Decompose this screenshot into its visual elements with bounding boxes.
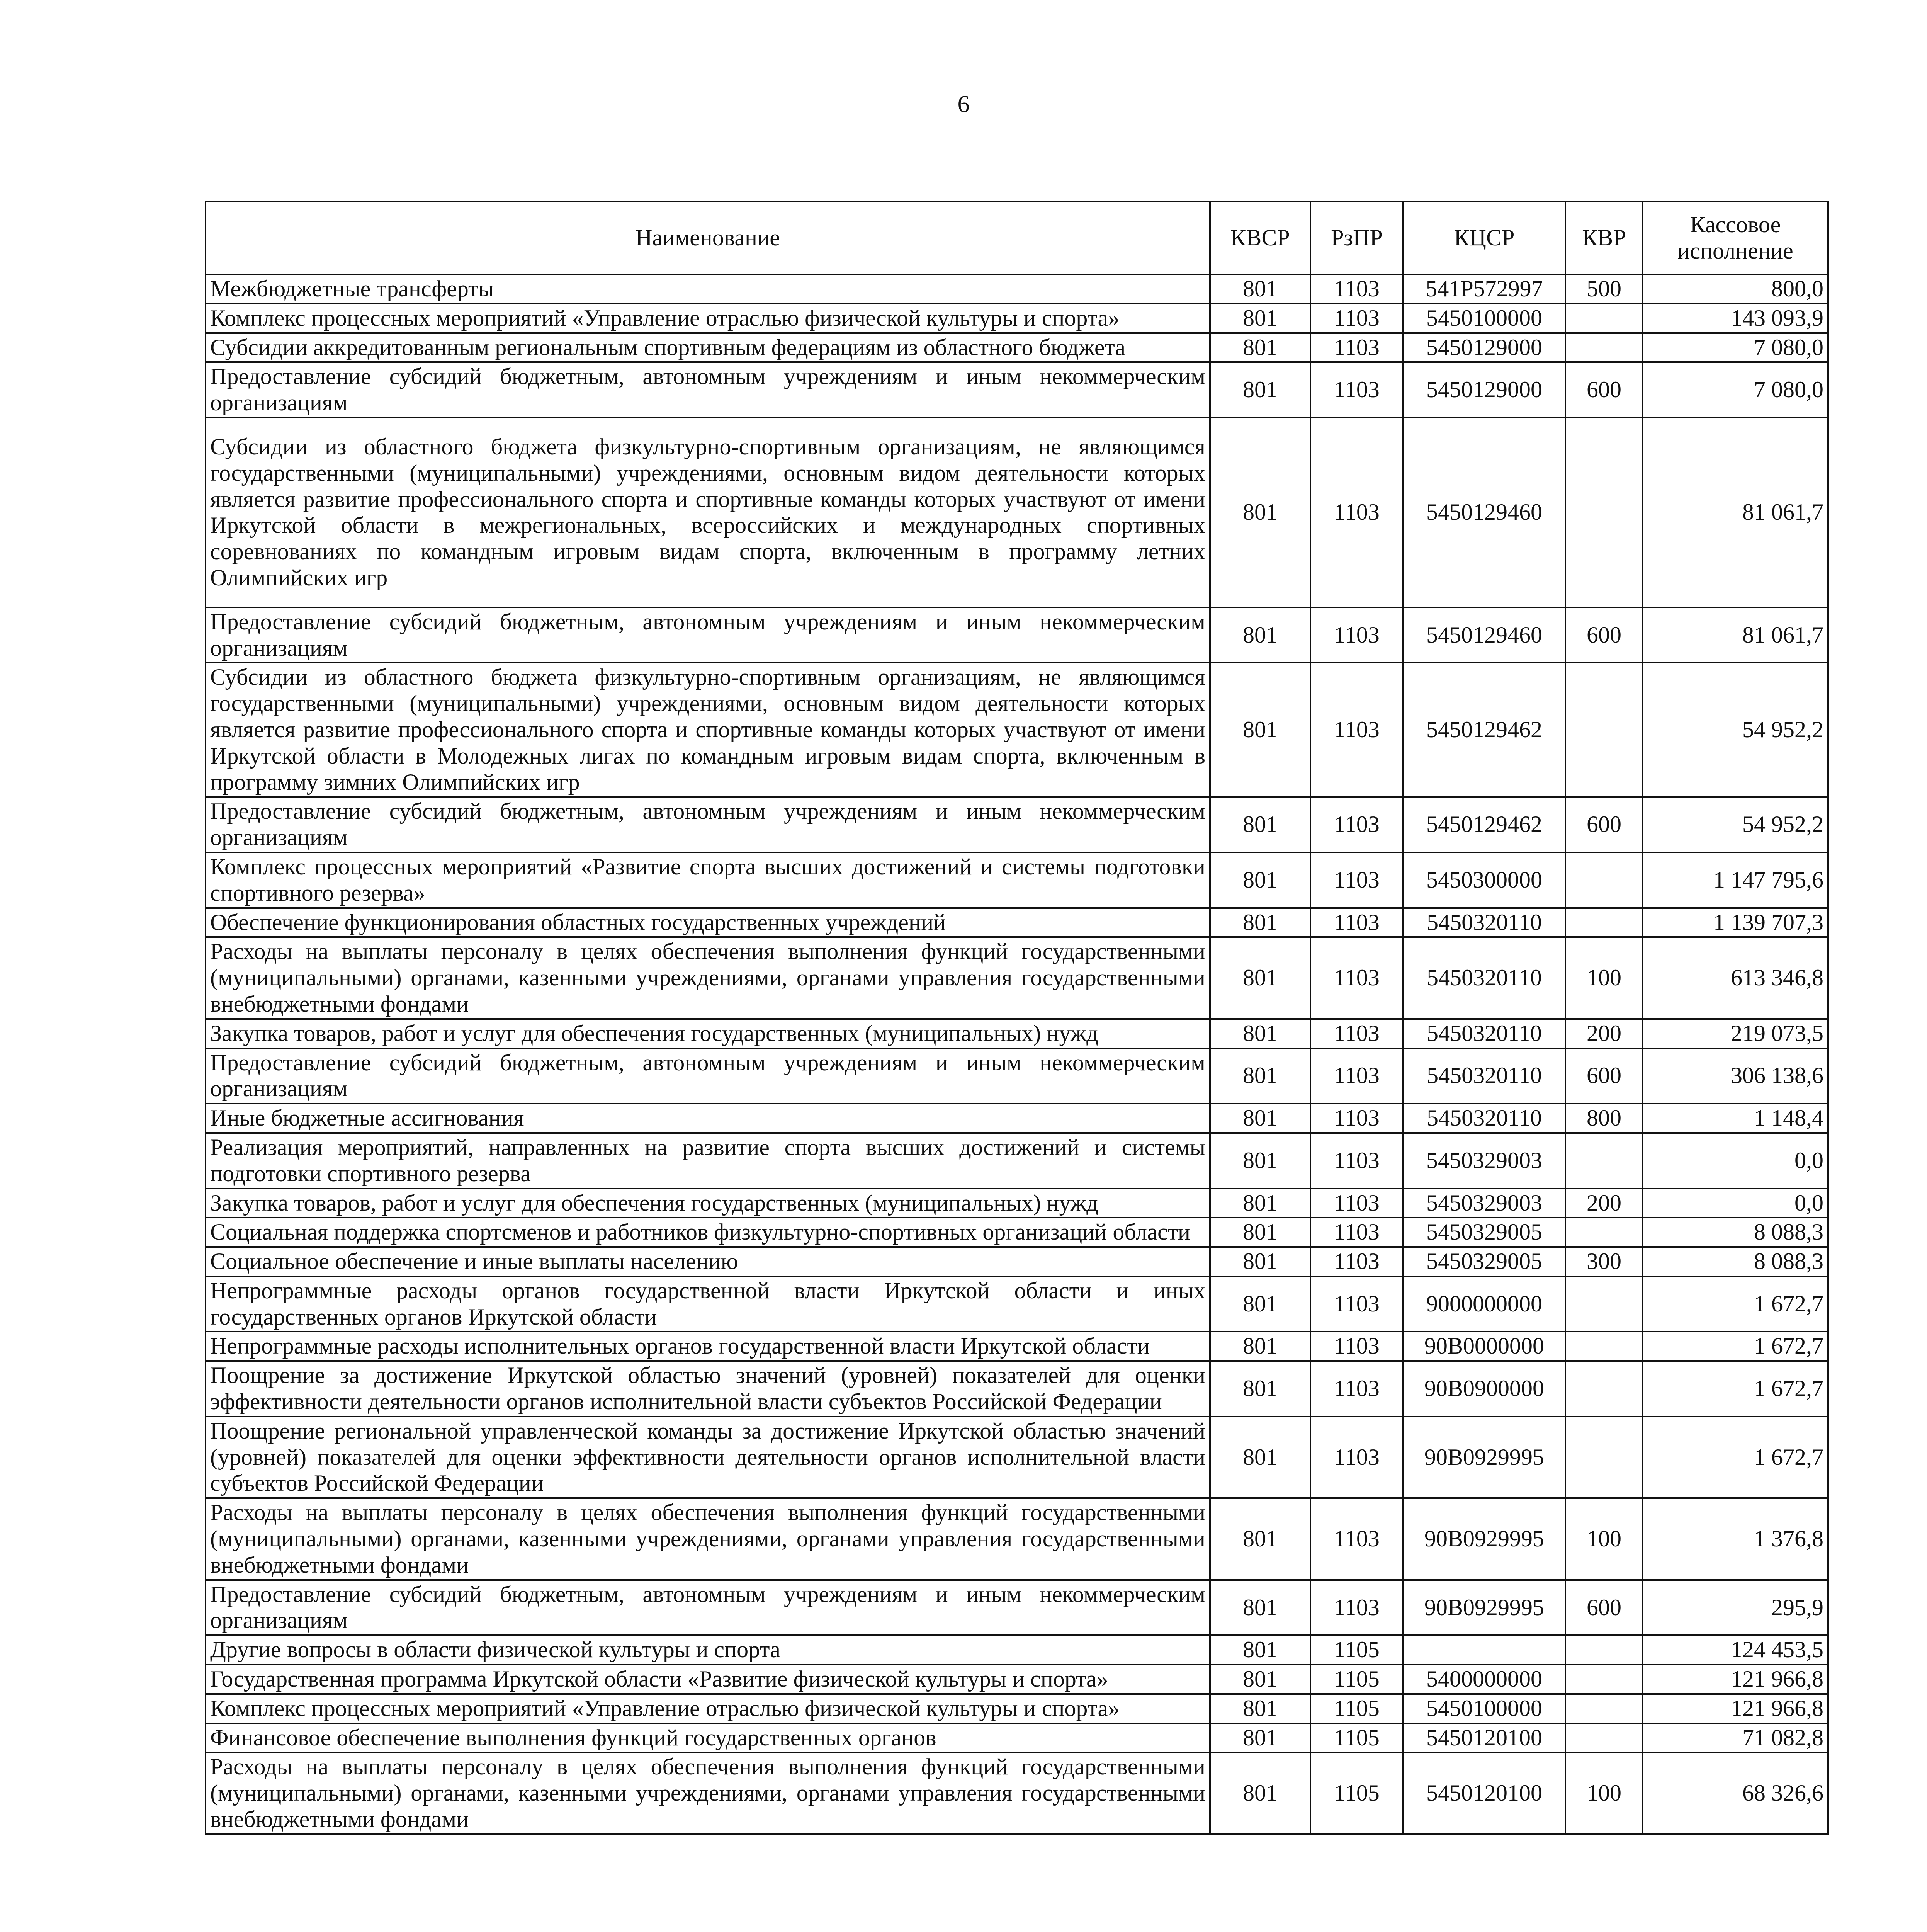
row-rzpr-cell: 1103 [1310, 1048, 1403, 1104]
row-kvsr-cell: 801 [1210, 362, 1310, 418]
row-kvr-cell: 600 [1565, 607, 1643, 663]
row-kvr-cell [1565, 1417, 1643, 1498]
row-kcsr-cell: 90В0929995 [1403, 1417, 1565, 1498]
row-kvr-cell [1565, 1361, 1643, 1417]
row-rzpr-cell: 1103 [1310, 304, 1403, 333]
row-kvr-cell: 100 [1565, 1752, 1643, 1834]
row-kcsr-cell: 541P572997 [1403, 274, 1565, 304]
row-kvr-cell: 600 [1565, 1048, 1643, 1104]
row-kcsr-cell: 5450129462 [1403, 797, 1565, 852]
table-row [206, 908, 1828, 937]
row-amount-cell: 124 453,5 [1643, 1635, 1828, 1665]
table-row [206, 1133, 1828, 1189]
row-kvsr-cell: 801 [1210, 1048, 1310, 1104]
row-kvsr-cell: 801 [1210, 1276, 1310, 1332]
row-kvr-cell [1565, 1332, 1643, 1361]
table-row [206, 1247, 1828, 1276]
row-rzpr-cell: 1103 [1310, 418, 1403, 607]
row-name-cell: Расходы на выплаты персоналу в целях обеспечения выполнения функций государственными (муниципальными) органами, казенными учреждениями, органами управления государственными внебюджетными фондами [206, 937, 1210, 1019]
row-amount-cell: 295,9 [1643, 1580, 1828, 1636]
row-kcsr-cell: 90В0900000 [1403, 1361, 1565, 1417]
row-rzpr-cell: 1103 [1310, 274, 1403, 304]
row-kvsr-cell: 801 [1210, 333, 1310, 362]
row-rzpr-cell: 1103 [1310, 1417, 1403, 1498]
row-amount-cell: 306 138,6 [1643, 1048, 1828, 1104]
row-kvsr-cell: 801 [1210, 908, 1310, 937]
row-kvr-cell [1565, 663, 1643, 797]
row-kcsr-cell: 5450329003 [1403, 1133, 1565, 1189]
row-kvsr-cell: 801 [1210, 418, 1310, 607]
table-row [206, 1694, 1828, 1723]
row-rzpr-cell: 1103 [1310, 1498, 1403, 1580]
row-kcsr-cell [1403, 1635, 1565, 1665]
row-kcsr-cell: 5450320110 [1403, 1019, 1565, 1048]
row-kvsr-cell: 801 [1210, 1189, 1310, 1218]
row-kcsr-cell: 90В0000000 [1403, 1332, 1565, 1361]
table-row [206, 1665, 1828, 1694]
row-amount-cell: 1 672,7 [1643, 1332, 1828, 1361]
row-kvr-cell [1565, 333, 1643, 362]
row-amount-cell: 143 093,9 [1643, 304, 1828, 333]
row-rzpr-cell: 1105 [1310, 1635, 1403, 1665]
row-rzpr-cell: 1103 [1310, 1247, 1403, 1276]
table-row [206, 274, 1828, 304]
row-kcsr-cell: 5450320110 [1403, 1048, 1565, 1104]
table-row [206, 304, 1828, 333]
row-kvsr-cell: 801 [1210, 852, 1310, 908]
row-rzpr-cell: 1105 [1310, 1665, 1403, 1694]
header-kvsr: КВСР [1210, 202, 1310, 274]
header-kcsr: КЦСР [1403, 202, 1565, 274]
table-header-row [206, 202, 1828, 274]
row-rzpr-cell: 1103 [1310, 1133, 1403, 1189]
row-name-cell: Иные бюджетные ассигнования [206, 1104, 1210, 1133]
row-name-cell: Предоставление субсидий бюджетным, автономным учреждениям и иным некоммерческим организациям [206, 607, 1210, 663]
row-rzpr-cell: 1105 [1310, 1752, 1403, 1834]
table-row [206, 1417, 1828, 1498]
table-row [206, 1276, 1828, 1332]
row-amount-cell: 1 672,7 [1643, 1361, 1828, 1417]
row-kvsr-cell: 801 [1210, 607, 1310, 663]
table-row [206, 1580, 1828, 1636]
row-kvsr-cell: 801 [1210, 274, 1310, 304]
row-kcsr-cell: 5450100000 [1403, 1694, 1565, 1723]
row-kcsr-cell: 5450120100 [1403, 1752, 1565, 1834]
header-name: Наименование [206, 202, 1210, 274]
row-amount-cell: 1 672,7 [1643, 1417, 1828, 1498]
row-kcsr-cell: 5450129462 [1403, 663, 1565, 797]
row-name-cell: Субсидии аккредитованным региональным спортивным федерациям из областного бюджета [206, 333, 1210, 362]
row-kvr-cell [1565, 1276, 1643, 1332]
row-amount-cell: 121 966,8 [1643, 1694, 1828, 1723]
row-kvr-cell [1565, 1133, 1643, 1189]
row-rzpr-cell: 1103 [1310, 607, 1403, 663]
row-rzpr-cell: 1105 [1310, 1694, 1403, 1723]
row-rzpr-cell: 1103 [1310, 1332, 1403, 1361]
row-kvr-cell [1565, 908, 1643, 937]
row-kvsr-cell: 801 [1210, 1361, 1310, 1417]
row-kcsr-cell: 5450320110 [1403, 937, 1565, 1019]
row-kvsr-cell: 801 [1210, 797, 1310, 852]
row-name-cell: Комплекс процессных мероприятий «Управление отраслью физической культуры и спорта» [206, 304, 1210, 333]
row-rzpr-cell: 1103 [1310, 937, 1403, 1019]
row-name-cell: Комплекс процессных мероприятий «Развитие спорта высших достижений и системы подготовки спортивного резерва» [206, 852, 1210, 908]
row-kvr-cell: 600 [1565, 362, 1643, 418]
row-kcsr-cell: 5450129460 [1403, 418, 1565, 607]
row-rzpr-cell: 1103 [1310, 1276, 1403, 1332]
table-row [206, 937, 1828, 1019]
row-name-cell: Субсидии из областного бюджета физкультурно-спортивным организациям, не являющимся государственными (муниципальными) учреждениями, основным видом деятельности которых является развитие профессионального спорта и спортивные команды которых участвуют от имени Иркутской области в межрегиональных, всероссийских и международных спортивных соревнованиях по командным игровым видам спорта, включенным в программу летних Олимпийских игр [206, 418, 1210, 607]
row-kcsr-cell: 9000000000 [1403, 1276, 1565, 1332]
row-amount-cell: 121 966,8 [1643, 1665, 1828, 1694]
budget-execution-table [205, 201, 1829, 1835]
row-kvr-cell [1565, 1218, 1643, 1247]
row-kvr-cell: 100 [1565, 1498, 1643, 1580]
row-rzpr-cell: 1103 [1310, 1019, 1403, 1048]
row-rzpr-cell: 1103 [1310, 333, 1403, 362]
row-kvsr-cell: 801 [1210, 304, 1310, 333]
row-amount-cell: 1 376,8 [1643, 1498, 1828, 1580]
row-amount-cell: 71 082,8 [1643, 1723, 1828, 1753]
table-row [206, 1048, 1828, 1104]
row-amount-cell: 1 147 795,6 [1643, 852, 1828, 908]
row-kvr-cell: 100 [1565, 937, 1643, 1019]
row-kcsr-cell: 5450329005 [1403, 1247, 1565, 1276]
table-row [206, 607, 1828, 663]
table-row [206, 1752, 1828, 1834]
row-name-cell: Расходы на выплаты персоналу в целях обеспечения выполнения функций государственными (муниципальными) органами, казенными учреждениями, органами управления государственными внебюджетными фондами [206, 1498, 1210, 1580]
row-kvr-cell: 300 [1565, 1247, 1643, 1276]
row-kvr-cell [1565, 852, 1643, 908]
row-name-cell: Предоставление субсидий бюджетным, автономным учреждениям и иным некоммерческим организациям [206, 362, 1210, 418]
row-name-cell: Непрограммные расходы исполнительных органов государственной власти Иркутской области [206, 1332, 1210, 1361]
table-body [206, 274, 1828, 1834]
row-amount-cell: 0,0 [1643, 1189, 1828, 1218]
row-kvsr-cell: 801 [1210, 663, 1310, 797]
row-name-cell: Обеспечение функционирования областных государственных учреждений [206, 908, 1210, 937]
row-kvsr-cell: 801 [1210, 1580, 1310, 1636]
row-kcsr-cell: 5450120100 [1403, 1723, 1565, 1753]
row-name-cell: Расходы на выплаты персоналу в целях обеспечения выполнения функций государственными (муниципальными) органами, казенными учреждениями, органами управления государственными внебюджетными фондами [206, 1752, 1210, 1834]
row-kvsr-cell: 801 [1210, 1218, 1310, 1247]
row-kcsr-cell: 5450129000 [1403, 362, 1565, 418]
table-row [206, 1189, 1828, 1218]
row-name-cell: Поощрение за достижение Иркутской областью значений (уровней) показателей для оценки эффективности деятельности органов исполнительной власти субъектов Российской Федерации [206, 1361, 1210, 1417]
row-name-cell: Финансовое обеспечение выполнения функций государственных органов [206, 1723, 1210, 1753]
row-kvsr-cell: 801 [1210, 1752, 1310, 1834]
row-amount-cell: 7 080,0 [1643, 333, 1828, 362]
row-kcsr-cell: 5450320110 [1403, 908, 1565, 937]
row-kcsr-cell: 5450300000 [1403, 852, 1565, 908]
row-name-cell: Закупка товаров, работ и услуг для обеспечения государственных (муниципальных) нужд [206, 1019, 1210, 1048]
table-row [206, 1723, 1828, 1753]
row-rzpr-cell: 1103 [1310, 663, 1403, 797]
row-name-cell: Другие вопросы в области физической культуры и спорта [206, 1635, 1210, 1665]
row-kvsr-cell: 801 [1210, 1665, 1310, 1694]
table-row [206, 1104, 1828, 1133]
row-kcsr-cell: 5450329005 [1403, 1218, 1565, 1247]
row-name-cell: Комплекс процессных мероприятий «Управление отраслью физической культуры и спорта» [206, 1694, 1210, 1723]
row-amount-cell: 54 952,2 [1643, 663, 1828, 797]
row-name-cell: Предоставление субсидий бюджетным, автономным учреждениям и иным некоммерческим организациям [206, 1048, 1210, 1104]
row-kvr-cell: 800 [1565, 1104, 1643, 1133]
row-name-cell: Поощрение региональной управленческой команды за достижение Иркутской областью значений (уровней) показателей для оценки эффективности деятельности органов исполнительной власти субъектов Российской Федерации [206, 1417, 1210, 1498]
row-amount-cell: 613 346,8 [1643, 937, 1828, 1019]
header-kvr: КВР [1565, 202, 1643, 274]
row-kvr-cell: 500 [1565, 274, 1643, 304]
row-rzpr-cell: 1103 [1310, 362, 1403, 418]
row-kvsr-cell: 801 [1210, 1723, 1310, 1753]
row-name-cell: Межбюджетные трансферты [206, 274, 1210, 304]
table-row [206, 852, 1828, 908]
row-amount-cell: 81 061,7 [1643, 607, 1828, 663]
row-kvsr-cell: 801 [1210, 1133, 1310, 1189]
row-kcsr-cell: 5450329003 [1403, 1189, 1565, 1218]
row-amount-cell: 219 073,5 [1643, 1019, 1828, 1048]
row-kvsr-cell: 801 [1210, 937, 1310, 1019]
row-kvr-cell: 600 [1565, 1580, 1643, 1636]
row-name-cell: Субсидии из областного бюджета физкультурно-спортивным организациям, не являющимся государственными (муниципальными) учреждениями, основным видом деятельности которых является развитие профессионального спорта и спортивные команды которых участвуют от имени Иркутской области в Молодежных лигах по командным игровым видам спорта, включенным в программу зимних Олимпийских игр [206, 663, 1210, 797]
row-amount-cell: 1 139 707,3 [1643, 908, 1828, 937]
table-row [206, 1498, 1828, 1580]
row-rzpr-cell: 1105 [1310, 1723, 1403, 1753]
row-kvsr-cell: 801 [1210, 1498, 1310, 1580]
row-rzpr-cell: 1103 [1310, 1580, 1403, 1636]
table-row [206, 362, 1828, 418]
page-number: 6 [957, 91, 970, 117]
row-kvr-cell [1565, 1665, 1643, 1694]
row-amount-cell: 7 080,0 [1643, 362, 1828, 418]
table-row [206, 1019, 1828, 1048]
row-amount-cell: 54 952,2 [1643, 797, 1828, 852]
row-kvsr-cell: 801 [1210, 1019, 1310, 1048]
row-kvsr-cell: 801 [1210, 1332, 1310, 1361]
table-row [206, 1635, 1828, 1665]
row-kvr-cell [1565, 304, 1643, 333]
row-amount-cell: 0,0 [1643, 1133, 1828, 1189]
row-rzpr-cell: 1103 [1310, 852, 1403, 908]
table-row [206, 1361, 1828, 1417]
row-amount-cell: 68 326,6 [1643, 1752, 1828, 1834]
row-rzpr-cell: 1103 [1310, 1361, 1403, 1417]
row-name-cell: Закупка товаров, работ и услуг для обеспечения государственных (муниципальных) нужд [206, 1189, 1210, 1218]
row-amount-cell: 1 148,4 [1643, 1104, 1828, 1133]
row-name-cell: Непрограммные расходы органов государственной власти Иркутской области и иных государственных органов Иркутской области [206, 1276, 1210, 1332]
row-kvr-cell: 200 [1565, 1019, 1643, 1048]
row-kcsr-cell: 5450320110 [1403, 1104, 1565, 1133]
row-name-cell: Предоставление субсидий бюджетным, автономным учреждениям и иным некоммерческим организациям [206, 1580, 1210, 1636]
row-rzpr-cell: 1103 [1310, 1104, 1403, 1133]
row-rzpr-cell: 1103 [1310, 1189, 1403, 1218]
row-kcsr-cell: 90В0929995 [1403, 1580, 1565, 1636]
row-name-cell: Социальная поддержка спортсменов и работников физкультурно-спортивных организаций области [206, 1218, 1210, 1247]
row-amount-cell: 8 088,3 [1643, 1247, 1828, 1276]
table-row [206, 797, 1828, 852]
row-kvsr-cell: 801 [1210, 1417, 1310, 1498]
table-row [206, 1218, 1828, 1247]
table-row [206, 418, 1828, 607]
row-name-cell: Реализация мероприятий, направленных на развитие спорта высших достижений и системы подготовки спортивного резерва [206, 1133, 1210, 1189]
row-kvr-cell [1565, 1635, 1643, 1665]
row-name-cell: Государственная программа Иркутской области «Развитие физической культуры и спорта» [206, 1665, 1210, 1694]
row-kcsr-cell: 5450129000 [1403, 333, 1565, 362]
row-kcsr-cell: 5450100000 [1403, 304, 1565, 333]
row-amount-cell: 1 672,7 [1643, 1276, 1828, 1332]
header-rzpr: РзПР [1310, 202, 1403, 274]
row-kvsr-cell: 801 [1210, 1104, 1310, 1133]
table-row [206, 333, 1828, 362]
row-rzpr-cell: 1103 [1310, 797, 1403, 852]
row-kvr-cell [1565, 1723, 1643, 1753]
row-amount-cell: 800,0 [1643, 274, 1828, 304]
row-kcsr-cell: 5400000000 [1403, 1665, 1565, 1694]
row-kvr-cell [1565, 418, 1643, 607]
row-kvr-cell [1565, 1694, 1643, 1723]
row-name-cell: Социальное обеспечение и иные выплаты населению [206, 1247, 1210, 1276]
row-amount-cell: 81 061,7 [1643, 418, 1828, 607]
row-rzpr-cell: 1103 [1310, 908, 1403, 937]
row-amount-cell: 8 088,3 [1643, 1218, 1828, 1247]
table-row [206, 1332, 1828, 1361]
row-kcsr-cell: 5450129460 [1403, 607, 1565, 663]
table-row [206, 663, 1828, 797]
row-kcsr-cell: 90В0929995 [1403, 1498, 1565, 1580]
row-rzpr-cell: 1103 [1310, 1218, 1403, 1247]
row-kvsr-cell: 801 [1210, 1694, 1310, 1723]
row-kvr-cell: 600 [1565, 797, 1643, 852]
row-kvsr-cell: 801 [1210, 1635, 1310, 1665]
row-name-cell: Предоставление субсидий бюджетным, автономным учреждениям и иным некоммерческим организациям [206, 797, 1210, 852]
row-kvsr-cell: 801 [1210, 1247, 1310, 1276]
row-kvr-cell: 200 [1565, 1189, 1643, 1218]
header-amount: Кассовое исполнение [1643, 202, 1828, 274]
